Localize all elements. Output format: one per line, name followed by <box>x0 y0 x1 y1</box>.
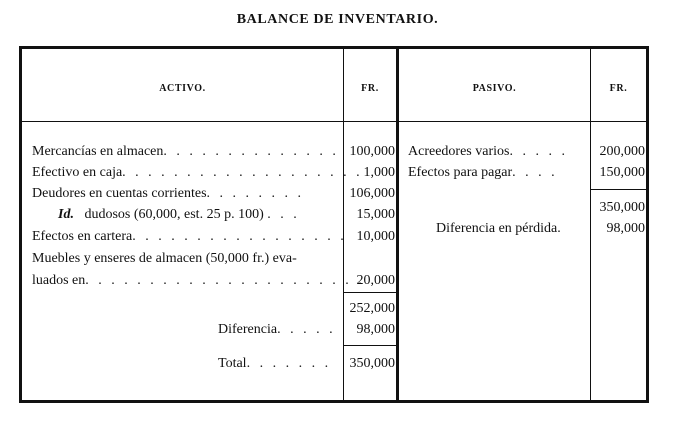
total-row <box>218 354 331 374</box>
activo-row <box>32 249 297 269</box>
subtotal-rule <box>344 292 396 293</box>
row-value: 20,000 <box>356 273 395 288</box>
activo-subtotal: 252,000 <box>349 301 395 316</box>
ditto-mark: Id. <box>58 207 74 222</box>
column-divider <box>396 49 399 400</box>
leader-dots: . . . . <box>512 165 558 180</box>
row-label: Efectivo en caja <box>32 165 123 180</box>
row-value: 10,000 <box>356 229 395 244</box>
leader-dots: . . . . . . . . . . . . . . . . . <box>132 229 347 244</box>
pasivo-total-rule <box>591 189 646 190</box>
diferencia-value: 98,000 <box>356 322 395 337</box>
total-value: 350,000 <box>349 356 395 371</box>
row-value: 1,000 <box>363 165 395 180</box>
leader-dots: . . . . . . . . <box>206 186 305 201</box>
row-label: Mercancías en almacen <box>32 144 164 159</box>
pasivo-diferencia-label: Diferencia en pérdida. <box>436 221 561 236</box>
row-label: Deudores en cuentas corrientes <box>32 186 207 201</box>
activo-row <box>32 271 365 291</box>
activo-row <box>32 142 339 162</box>
activo-row <box>32 227 347 247</box>
row-value: 200,000 <box>599 144 645 159</box>
leader-dots: . . . . . <box>277 322 336 337</box>
total-label: Total <box>218 356 247 371</box>
row-label: Efectos para pagar <box>408 165 513 180</box>
row-label: dudosos (60,000, est. 25 p. 100) <box>84 207 264 222</box>
header-fr-right: FR. <box>609 83 628 94</box>
total-rule <box>344 345 396 346</box>
diferencia-label: Diferencia <box>218 322 278 337</box>
pasivo-total: 350,000 <box>599 200 645 215</box>
leader-dots: . . . . . <box>509 144 568 159</box>
row-label: Muebles y enseres de almacen (50,000 fr.) eva- <box>32 251 297 266</box>
pasivo-diferencia-value: 98,000 <box>606 221 645 236</box>
row-label: Efectos en cartera <box>32 229 133 244</box>
header-rule <box>22 121 646 122</box>
row-label: luados en <box>32 273 86 288</box>
pasivo-row <box>408 142 568 162</box>
pasivo-row <box>408 163 558 183</box>
activo-row <box>58 205 300 225</box>
row-value: 106,000 <box>349 186 395 201</box>
leader-dots: . . . . . . . . . . . . . . . . . . . <box>122 165 363 180</box>
diferencia-row <box>218 320 336 340</box>
header-fr-left: FR. <box>361 83 379 94</box>
row-value: 150,000 <box>599 165 645 180</box>
activo-row <box>32 184 304 204</box>
leader-dots: . . . . . . . . . . . . . . <box>163 144 339 159</box>
header-activo: ACTIVO. <box>159 83 206 94</box>
leader-dots: . . . . . . . <box>246 356 332 371</box>
row-label: Acreedores varios <box>408 144 510 159</box>
header-pasivo: PASIVO. <box>472 83 517 94</box>
activo-row <box>32 163 363 183</box>
balance-table <box>19 46 649 403</box>
row-value: 100,000 <box>349 144 395 159</box>
leader-dots: . . . <box>267 207 300 222</box>
leader-dots: . . . . . . . . . . . . . . . . . . . . . . <box>85 273 365 288</box>
row-value: 15,000 <box>356 207 395 222</box>
page-title: BALANCE DE INVENTARIO. <box>236 12 439 27</box>
pasivo-diferencia-row <box>436 219 561 239</box>
